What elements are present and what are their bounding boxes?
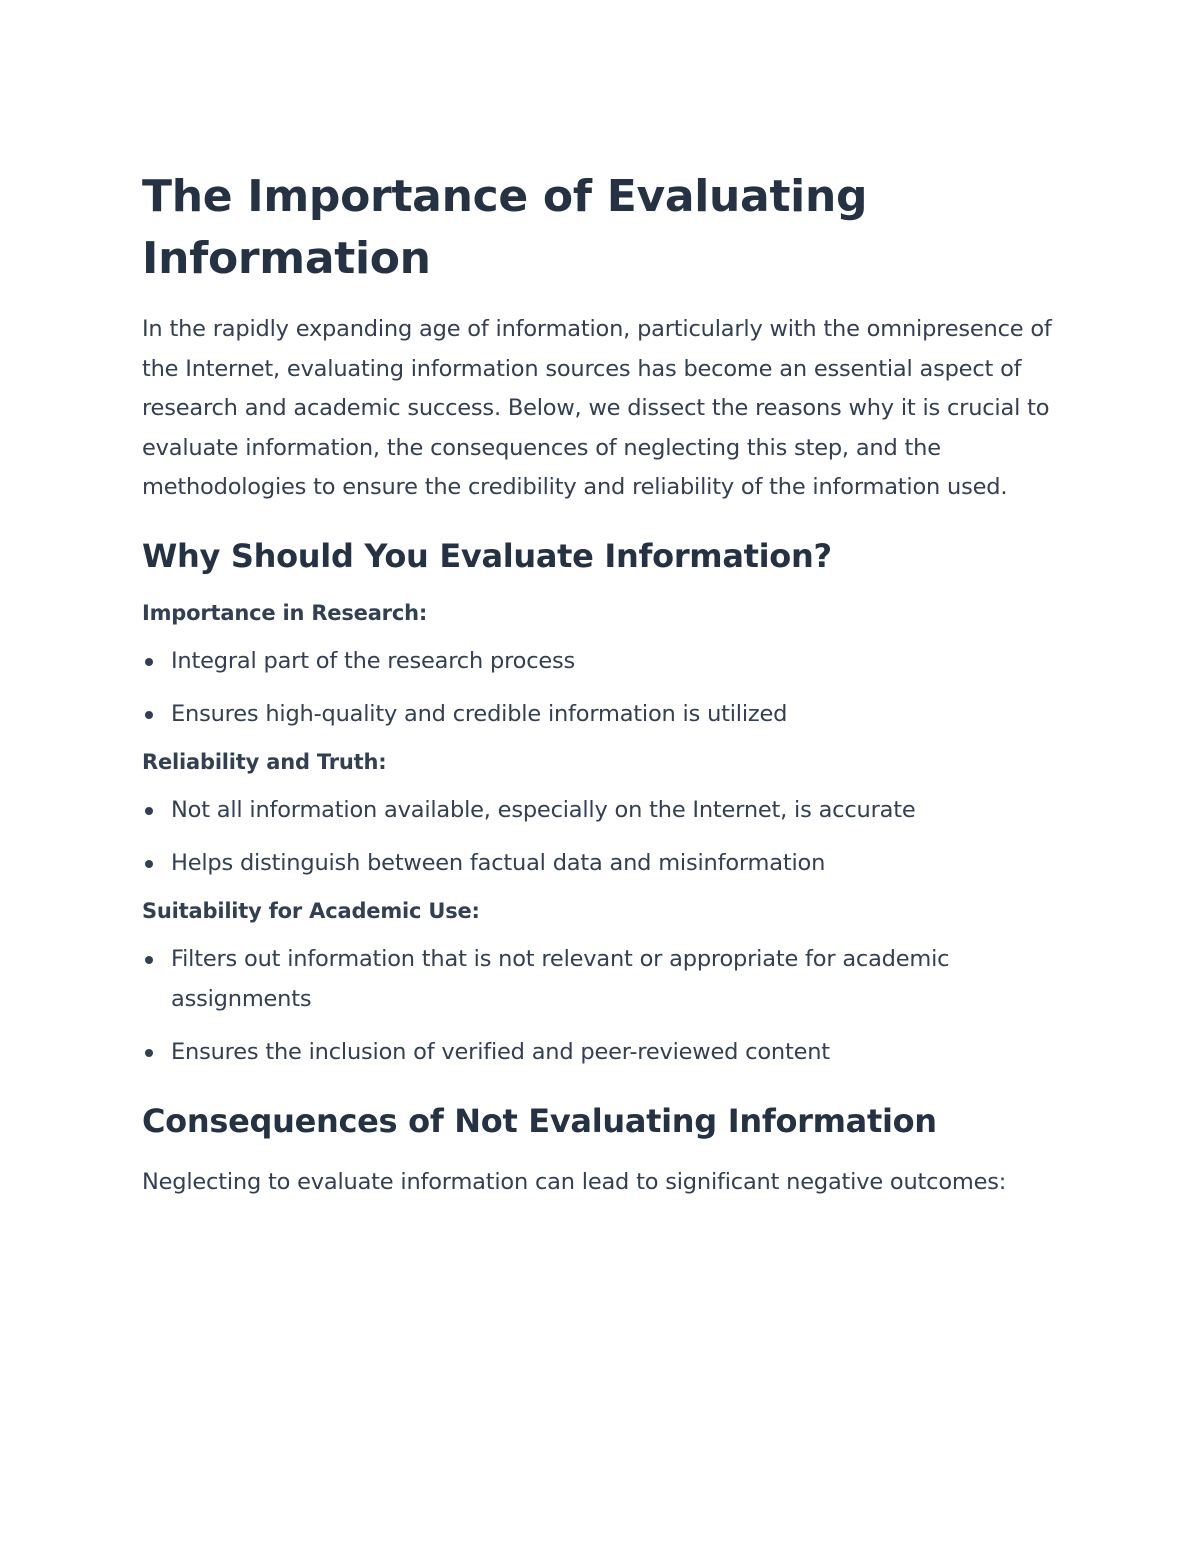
- bullet-list-importance: [142, 642, 1072, 734]
- list-item-text: Integral part of the research process: [171, 647, 576, 674]
- list-item: [142, 642, 1072, 682]
- list-item-text: Filters out information that is not relevant or appropriate for academic assignments: [171, 946, 950, 1012]
- list-item: [142, 1033, 1072, 1073]
- list-item: [142, 844, 1072, 884]
- subheading-importance-in-research: Importance in Research:: [142, 600, 428, 625]
- subheading-suitability-for-academic-use: Suitability for Academic Use:: [142, 899, 480, 924]
- list-item-text: Ensures the inclusion of verified and peer-reviewed content: [171, 1038, 830, 1065]
- section-spacer: [142, 1085, 1072, 1099]
- list-item-text: Ensures high-quality and credible information is utilized: [171, 700, 788, 727]
- list-item: [142, 695, 1072, 735]
- consequences-paragraph: Neglecting to evaluate information can lead to significant negative outcomes:: [142, 1169, 1007, 1196]
- subheading-reliability-and-truth: Reliability and Truth:: [142, 750, 387, 775]
- list-item: [142, 940, 1072, 1019]
- bullet-icon: [145, 807, 153, 815]
- bullet-list-reliability: [142, 791, 1072, 883]
- bullet-icon: [145, 1049, 153, 1057]
- list-item-text: Helps distinguish between factual data and misinformation: [171, 849, 826, 876]
- bullet-list-suitability: [142, 940, 1072, 1072]
- list-item-text: Not all information available, especially on the Internet, is accurate: [171, 797, 916, 824]
- bullet-icon: [145, 658, 153, 666]
- section-heading-consequences: Consequences of Not Evaluating Information: [142, 1102, 937, 1141]
- section-heading-why: Why Should You Evaluate Information?: [142, 536, 832, 575]
- list-item: [142, 791, 1072, 831]
- bullet-icon: [145, 711, 153, 719]
- page-title: The Importance of Evaluating Information: [142, 171, 868, 284]
- document-page: [142, 166, 1072, 1203]
- bullet-icon: [145, 956, 153, 964]
- bullet-icon: [145, 860, 153, 868]
- intro-paragraph: In the rapidly expanding age of information, particularly with the omnipresence of the Internet, evaluating information sources has become an essential aspect of research and academic success. Below, we dissect the reasons why it is crucial to evaluate information, the consequences of neglecting this step, and the methodologies to ensure the credibility and reliability of the information used.: [142, 316, 1052, 501]
